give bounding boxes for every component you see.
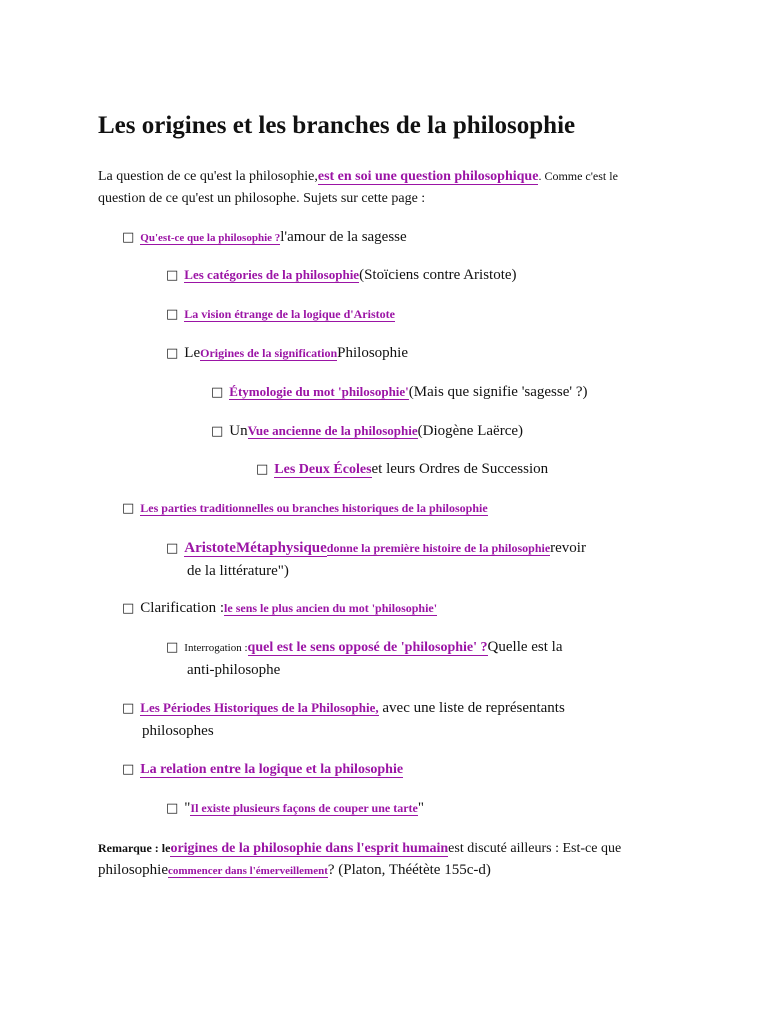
topic-link[interactable]: Les parties traditionnelles ou branches historiques de la philosophie [140, 501, 488, 515]
topic-link[interactable]: quel est le sens opposé de 'philosophie' ? [247, 640, 488, 655]
checkbox-bullet-icon: □ [166, 268, 179, 283]
checkbox-bullet-icon: □ [122, 501, 135, 516]
topic-link[interactable]: Origines de la signification [200, 346, 338, 360]
item-text: " [184, 800, 191, 816]
topic-link[interactable]: Les Périodes Historiques de la Philosophie, [140, 700, 379, 715]
item-continuation: anti-philosophe [187, 662, 281, 678]
intro-line-1 [98, 166, 618, 187]
list-item [122, 498, 488, 519]
intro-line-2: question de ce qu'est un philosophe. Sujets sur cette page : [98, 191, 426, 206]
list-item [166, 265, 517, 286]
list-item [122, 598, 437, 619]
item-text: (Stoïciens contre Aristote) [359, 267, 517, 283]
intro-link[interactable]: est en soi une question philosophique [317, 169, 539, 184]
list-item [166, 798, 424, 819]
list-item [256, 459, 548, 480]
checkbox-bullet-icon: □ [211, 385, 224, 400]
item-text: Clarification : [140, 600, 225, 616]
checkbox-bullet-icon: □ [211, 424, 224, 439]
list-item [122, 759, 403, 780]
remark-text: ? (Platon, Théétète 155c-d) [327, 862, 491, 878]
topic-link[interactable]: La relation entre la logique et la philosophie [140, 762, 404, 777]
checkbox-bullet-icon: □ [256, 462, 269, 477]
topic-link[interactable]: AristoteMétaphysique [184, 540, 327, 556]
checkbox-bullet-icon: □ [166, 541, 179, 556]
item-text: Interrogation : [184, 642, 248, 654]
topic-link[interactable]: Les catégories de la philosophie [184, 267, 360, 282]
topic-link[interactable]: Étymologie du mot 'philosophie' [229, 384, 409, 399]
list-item [166, 538, 586, 559]
topic-link-2[interactable]: donne la première histoire de la philosophie [326, 541, 551, 555]
list-item [211, 421, 523, 442]
checkbox-bullet-icon: □ [122, 762, 135, 777]
list-item [166, 343, 408, 364]
item-text: et leurs Ordres de Succession [371, 461, 549, 477]
item-text: (Diogène Laërce) [417, 423, 524, 439]
checkbox-bullet-icon: □ [122, 701, 135, 716]
list-item [122, 698, 565, 719]
list-item [211, 382, 588, 403]
checkbox-bullet-icon: □ [166, 801, 179, 816]
item-text: (Mais que signifie 'sagesse' ?) [408, 384, 588, 400]
topic-link[interactable]: La vision étrange de la logique d'Aristote [184, 307, 395, 321]
remark-text: philosophie [98, 862, 168, 878]
remark-line-2 [98, 860, 491, 881]
list-item [166, 304, 395, 325]
topic-link[interactable]: Qu'est-ce que la philosophie ? [140, 232, 281, 244]
item-text: avec une liste de représentants [378, 700, 565, 716]
checkbox-bullet-icon: □ [166, 346, 179, 361]
intro-text: La question de ce qu'est la philosophie, [98, 169, 318, 184]
topic-link[interactable]: le sens le plus ancien du mot 'philosophie' [224, 601, 438, 615]
item-text: " [417, 800, 424, 816]
remark-link[interactable]: origines de la philosophie dans l'esprit humain [170, 841, 449, 856]
item-continuation: de la littérature") [187, 563, 289, 579]
page-title: Les origines et les branches de la philosophie [98, 112, 576, 139]
item-text: revoir [550, 540, 586, 556]
topic-link[interactable]: Les Deux Écoles [274, 462, 372, 477]
topic-link[interactable]: Il existe plusieurs façons de couper une tarte [190, 801, 418, 815]
item-text: Quelle est la [487, 639, 563, 655]
checkbox-bullet-icon: □ [166, 307, 179, 322]
remark-label: Remarque : le [98, 841, 171, 855]
remark-text: est discuté ailleurs : Est-ce que [448, 841, 622, 856]
remark-line-1 [98, 838, 621, 859]
item-text: Un [229, 423, 248, 439]
item-continuation: philosophes [142, 723, 214, 739]
intro-text-2: . Comme c'est le [538, 169, 618, 183]
remark-link-2[interactable]: commencer dans l'émerveillement [168, 865, 328, 877]
list-item [122, 227, 407, 248]
checkbox-bullet-icon: □ [122, 601, 135, 616]
list-item [166, 637, 563, 658]
topic-link[interactable]: Vue ancienne de la philosophie [247, 423, 418, 438]
item-text: Le [184, 345, 201, 361]
item-text: Philosophie [337, 345, 408, 361]
checkbox-bullet-icon: □ [122, 230, 135, 245]
item-text: l'amour de la sagesse [280, 229, 407, 245]
checkbox-bullet-icon: □ [166, 640, 179, 655]
